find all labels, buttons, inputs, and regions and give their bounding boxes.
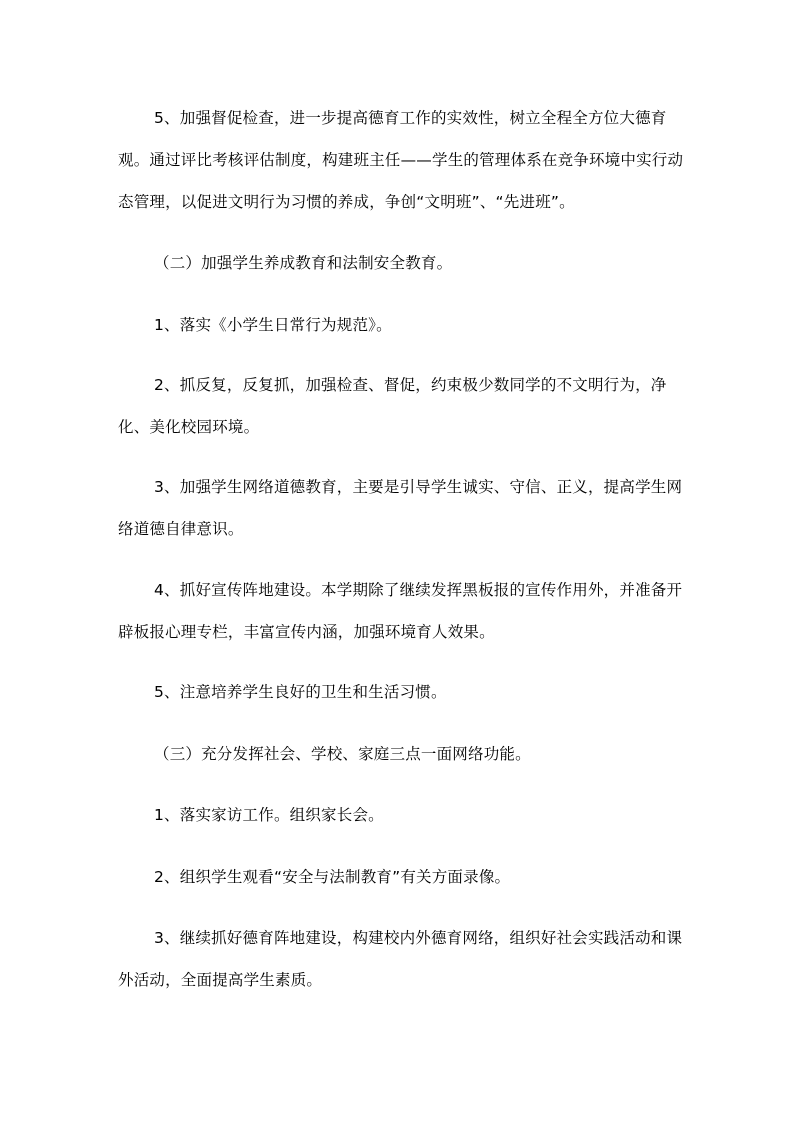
paragraph-norms: 1、落实《小学生日常行为规范》。: [154, 316, 392, 334]
paragraph-supervision: 5、加强督促检查，进一步提高德育工作的实效性，树立全程全方位大德育观。通过评比考核评估制度，构建班主任——学生的管理体系在竞争环境中实行动态管理，以促进文明行为习惯的养成，争创“文明班”、“先进班”。: [118, 109, 684, 211]
paragraph-video: 2、组织学生观看“安全与法制教育”有关方面录像。: [154, 868, 511, 886]
paragraph-repeated-check: 2、抓反复，反复抓，加强检查、督促，约束极少数同学的不文明行为，净化、美化校园环境。: [118, 376, 667, 436]
paragraph-publicity: 4、抓好宣传阵地建设。本学期除了继续发挥黑板报的宣传作用外，并准备开辟板报心理专栏，丰富宣传内涵，加强环境育人效果。: [118, 581, 683, 641]
paragraph-network-ethics: 3、加强学生网络道德教育，主要是引导学生诚实、守信、正义，提高学生网络道德自律意识。: [118, 478, 683, 538]
paragraph-moral-network: 3、继续抓好德育阵地建设，构建校内外德育网络，组织好社会实践活动和课外活动，全面提高学生素质。: [118, 929, 683, 989]
paragraph-hygiene: 5、注意培养学生良好的卫生和生活习惯。: [154, 683, 447, 701]
section-heading-2: （二）加强学生养成教育和法制安全教育。: [154, 254, 453, 272]
paragraph-home-visit: 1、落实家访工作。组织家长会。: [154, 806, 384, 824]
section-heading-3: （三）充分发挥社会、学校、家庭三点一面网络功能。: [154, 745, 531, 763]
